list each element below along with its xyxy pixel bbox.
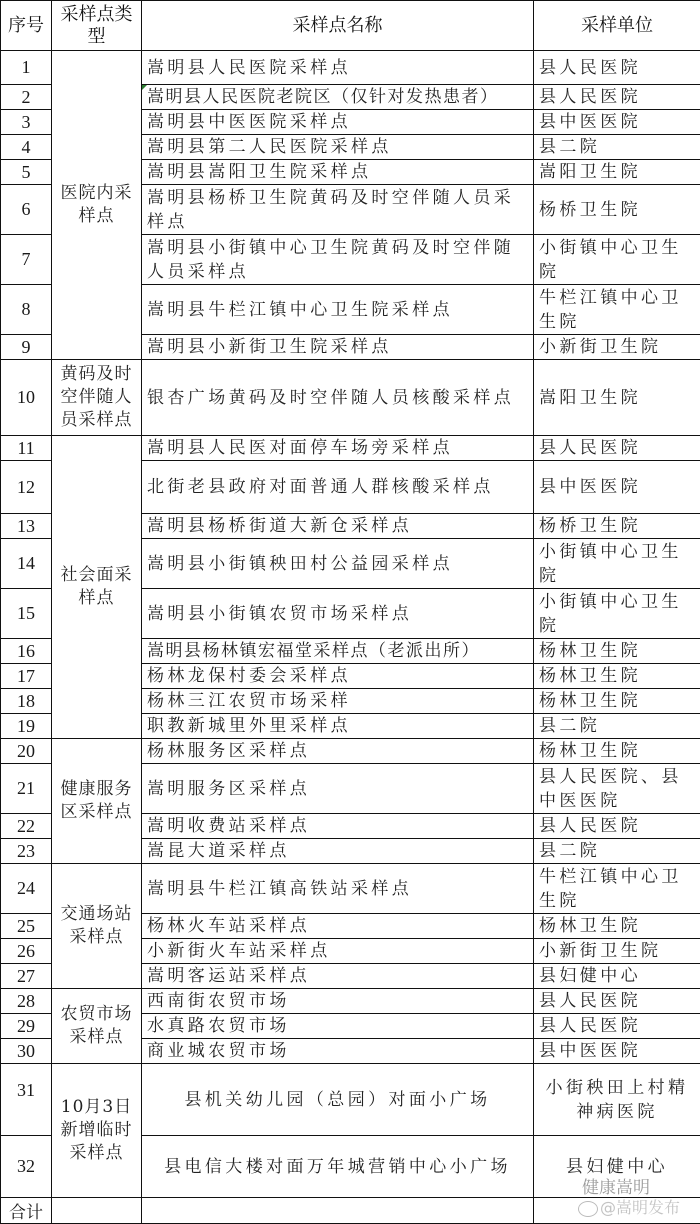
row-no: 24 xyxy=(1,864,52,914)
site-name: 嵩明县第二人民医院采样点 xyxy=(142,135,534,160)
site-unit: 县人民医院 xyxy=(534,1014,700,1039)
site-unit: 杨林卫生院 xyxy=(534,639,700,664)
row-no: 5 xyxy=(1,160,52,185)
category-cell: 交通场站采样点 xyxy=(52,864,142,989)
site-name: 杨林服务区采样点 xyxy=(142,739,534,764)
site-name: 水真路农贸市场 xyxy=(142,1014,534,1039)
site-unit: 县妇健中心 xyxy=(534,964,700,989)
site-unit: 小街镇中心卫生院 xyxy=(534,589,700,639)
table-row xyxy=(1,360,700,436)
site-unit: 嵩阳卫生院 xyxy=(534,160,700,185)
row-no: 18 xyxy=(1,689,52,714)
category-cell: 社会面采样点 xyxy=(52,436,142,739)
watermark-line1: 健康嵩明 xyxy=(582,1178,650,1198)
site-name: 杨林龙保村委会采样点 xyxy=(142,664,534,689)
row-no: 21 xyxy=(1,764,52,814)
comment-marker-icon xyxy=(142,85,147,90)
row-no: 30 xyxy=(1,1039,52,1064)
site-name: 嵩明县杨林镇宏福堂采样点（老派出所） xyxy=(142,639,534,664)
site-name: 嵩明县人民医对面停车场旁采样点 xyxy=(142,436,534,461)
site-name: 嵩明县杨桥街道大新仓采样点 xyxy=(142,514,534,539)
site-name: 职教新城里外里采样点 xyxy=(142,714,534,739)
row-no: 8 xyxy=(1,285,52,335)
row-no: 3 xyxy=(1,110,52,135)
site-unit: 杨林卫生院 xyxy=(534,664,700,689)
site-unit: 杨林卫生院 xyxy=(534,689,700,714)
row-no: 17 xyxy=(1,664,52,689)
row-no: 1 xyxy=(1,51,52,85)
site-unit: 县中医医院 xyxy=(534,461,700,514)
total-unit xyxy=(534,1198,700,1224)
table-row xyxy=(1,1064,700,1136)
site-name: 嵩明县小街镇秧田村公益园采样点 xyxy=(142,539,534,589)
table-row xyxy=(1,739,700,764)
site-unit: 县二院 xyxy=(534,714,700,739)
site-unit: 杨桥卫生院 xyxy=(534,514,700,539)
site-name: 嵩昆大道采样点 xyxy=(142,839,534,864)
site-unit: 小街镇中心卫生院 xyxy=(534,235,700,285)
total-row xyxy=(1,1198,700,1224)
row-no: 31 xyxy=(1,1064,52,1136)
site-unit: 县二院 xyxy=(534,839,700,864)
site-name: 嵩明县小街镇中心卫生院黄码及时空伴随人员采样点 xyxy=(142,235,534,285)
site-name: 嵩明县杨桥卫生院黄码及时空伴随人员采样点 xyxy=(142,185,534,235)
row-no: 29 xyxy=(1,1014,52,1039)
header-no: 序号 xyxy=(1,1,52,51)
site-name: 嵩明县小新街卫生院采样点 xyxy=(142,335,534,360)
site-name: 嵩明县嵩阳卫生院采样点 xyxy=(142,160,534,185)
row-no: 13 xyxy=(1,514,52,539)
row-no: 27 xyxy=(1,964,52,989)
site-name: 西南街农贸市场 xyxy=(142,989,534,1014)
row-no: 14 xyxy=(1,539,52,589)
site-unit: 县人民医院 xyxy=(534,85,700,110)
row-no: 2 xyxy=(1,85,52,110)
site-name: 嵩明客运站采样点 xyxy=(142,964,534,989)
header-category: 采样点类型 xyxy=(52,1,142,51)
row-no: 10 xyxy=(1,360,52,436)
watermark-line2: @嵩明发布 xyxy=(578,1198,680,1218)
row-no: 4 xyxy=(1,135,52,160)
row-no: 22 xyxy=(1,814,52,839)
header-row xyxy=(1,1,700,51)
site-name: 嵩明服务区采样点 xyxy=(142,764,534,814)
row-no: 23 xyxy=(1,839,52,864)
site-name-text: 嵩明县人民医院老院区（仅针对发热患者） xyxy=(147,87,499,107)
site-name: 嵩明县小街镇农贸市场采样点 xyxy=(142,589,534,639)
total-category xyxy=(52,1198,142,1224)
row-no: 32 xyxy=(1,1136,52,1198)
header-unit: 采样单位 xyxy=(534,1,700,51)
site-name: 商业城农贸市场 xyxy=(142,1039,534,1064)
site-unit: 牛栏江镇中心卫生院 xyxy=(534,864,700,914)
category-cell: 农贸市场采样点 xyxy=(52,989,142,1064)
site-unit: 杨林卫生院 xyxy=(534,739,700,764)
table-row xyxy=(1,989,700,1014)
row-no: 15 xyxy=(1,589,52,639)
site-name: 银杏广场黄码及时空伴随人员核酸采样点 xyxy=(142,360,534,436)
total-name xyxy=(142,1198,534,1224)
site-name: 小新街火车站采样点 xyxy=(142,939,534,964)
site-name: 杨林火车站采样点 xyxy=(142,914,534,939)
row-no: 20 xyxy=(1,739,52,764)
category-cell: 医院内采样点 xyxy=(52,51,142,360)
site-name: 嵩明收费站采样点 xyxy=(142,814,534,839)
site-unit: 县人民医院 xyxy=(534,814,700,839)
site-name xyxy=(142,85,534,110)
row-no: 28 xyxy=(1,989,52,1014)
site-name: 北街老县政府对面普通人群核酸采样点 xyxy=(142,461,534,514)
category-cell: 黄码及时空伴随人员采样点 xyxy=(52,360,142,436)
site-unit: 县人民医院 xyxy=(534,51,700,85)
site-unit: 小街秧田上村精神病医院 xyxy=(534,1064,700,1136)
category-cell: 10月3日新增临时采样点 xyxy=(52,1064,142,1198)
total-label: 合计 xyxy=(1,1198,52,1224)
row-no: 7 xyxy=(1,235,52,285)
category-cell: 健康服务区采样点 xyxy=(52,739,142,864)
row-no: 26 xyxy=(1,939,52,964)
table-row xyxy=(1,51,700,85)
site-unit: 县人民医院 xyxy=(534,436,700,461)
table-row xyxy=(1,436,700,461)
site-unit: 县人民医院 xyxy=(534,989,700,1014)
site-unit: 杨林卫生院 xyxy=(534,914,700,939)
row-no: 19 xyxy=(1,714,52,739)
site-name: 县电信大楼对面万年城营销中心小广场 xyxy=(142,1136,534,1198)
site-unit: 小新街卫生院 xyxy=(534,335,700,360)
site-unit: 县二院 xyxy=(534,135,700,160)
site-unit: 嵩阳卫生院 xyxy=(534,360,700,436)
site-name: 杨林三江农贸市场采样 xyxy=(142,689,534,714)
site-unit: 杨桥卫生院 xyxy=(534,185,700,235)
site-name: 嵩明县牛栏江镇中心卫生院采样点 xyxy=(142,285,534,335)
site-unit: 县妇健中心 xyxy=(534,1136,700,1198)
row-no: 16 xyxy=(1,639,52,664)
site-name: 嵩明县人民医院采样点 xyxy=(142,51,534,85)
site-unit: 牛栏江镇中心卫生院 xyxy=(534,285,700,335)
site-name: 县机关幼儿园（总园）对面小广场 xyxy=(142,1064,534,1136)
site-unit: 县中医医院 xyxy=(534,110,700,135)
row-no: 11 xyxy=(1,436,52,461)
site-name: 嵩明县牛栏江镇高铁站采样点 xyxy=(142,864,534,914)
site-unit: 县中医医院 xyxy=(534,1039,700,1064)
site-unit: 小新街卫生院 xyxy=(534,939,700,964)
site-unit: 小街镇中心卫生院 xyxy=(534,539,700,589)
row-no: 12 xyxy=(1,461,52,514)
table-row xyxy=(1,864,700,914)
row-no: 9 xyxy=(1,335,52,360)
header-name: 采样点名称 xyxy=(142,1,534,51)
row-no: 6 xyxy=(1,185,52,235)
row-no: 25 xyxy=(1,914,52,939)
site-unit: 县人民医院、县中医医院 xyxy=(534,764,700,814)
site-name: 嵩明县中医医院采样点 xyxy=(142,110,534,135)
